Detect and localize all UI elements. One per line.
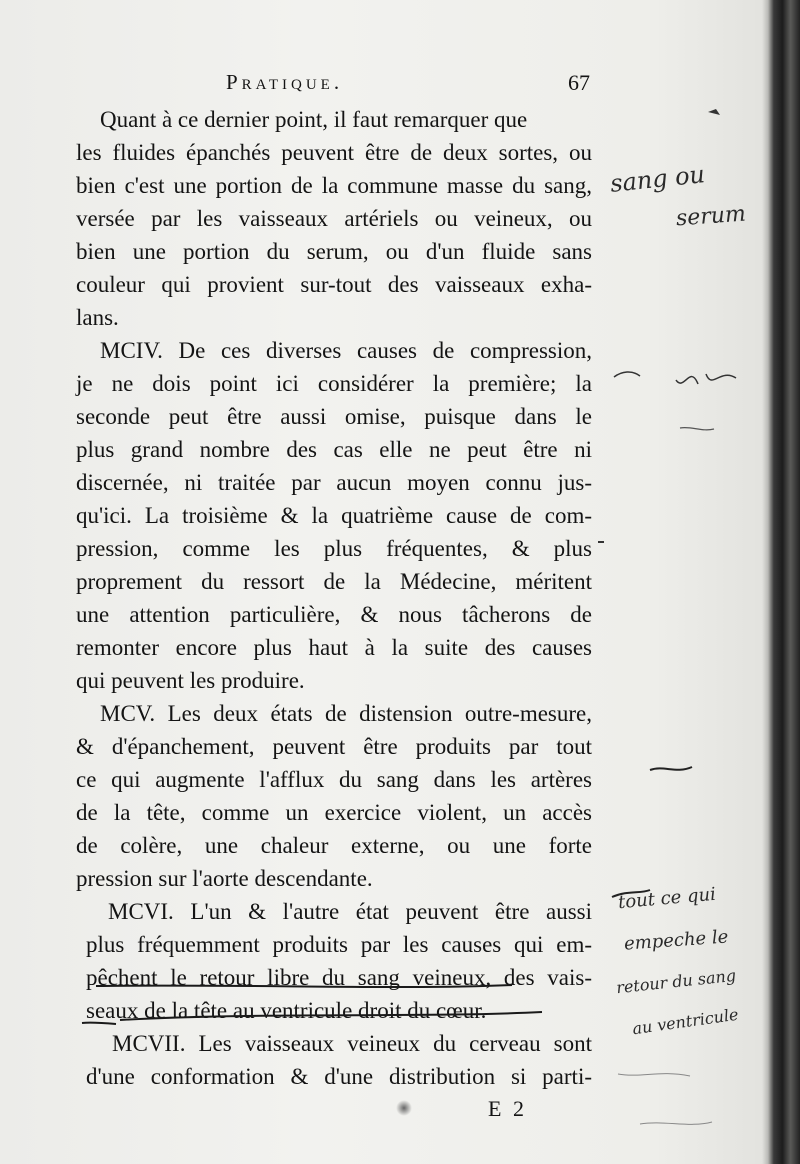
text-line-10: seconde peut être aussi omise, puisque dans le [76,404,592,429]
text-line-18: qui peuvent les produire. [76,668,305,693]
text-line-1: Quant à ce dernier point, il faut remarquer que [100,107,528,132]
margin-note-line-2: empeche le [623,926,729,955]
text-line-22: de la tête, comme un exercice violent, un accès [76,800,592,825]
page-header [226,70,590,106]
catchword: E 2 [488,1096,527,1121]
text-line-20: & d'épanchement, peuvent être produits par tout [76,734,592,759]
text-line-7: lans. [76,305,119,330]
text-line-28: seaux de la tête au ventricule droit du cœur. [86,998,487,1023]
text-line-6: couleur qui provient sur-tout des vaisseaux exha- [76,272,592,297]
margin-note-serum: serum [675,201,747,232]
margin-squiggle-2 [676,374,736,384]
text-line-27: pêchent le retour libre du sang veineux, des vais- [86,965,592,990]
text-line-29: MCVII. Les vaisseaux veineux du cerveau sont [112,1031,592,1056]
ink-dot-top [708,109,720,115]
text-line-21: ce qui augmente l'afflux du sang dans les artères [76,767,592,792]
text-line-16: une attention particulière, & nous tâcherons de [76,602,592,627]
margin-note-line-4: au ventricule [631,1004,740,1039]
margin-faint-1 [618,1074,690,1076]
text-line-30: d'une conformation & d'une distribution si parti- [86,1064,592,1089]
margin-mark-mcv [650,767,692,770]
text-line-19: MCV. Les deux états de distension outre-mesure, [100,701,592,726]
text-line-11: plus grand nombre des cas elle ne peut être ni [76,437,592,462]
text-line-13: qu'ici. La troisième & la quatrième cause de com- [76,503,592,528]
text-line-25: MCVI. L'un & l'autre état peuvent être aussi [108,899,592,924]
margin-squiggle-3 [680,428,714,430]
margin-note-sang: sang ou [608,160,707,198]
text-line-24: pression sur l'aorte descendante. [76,866,373,891]
text-line-12: discernée, ni traitée par aucun moyen connu jus- [76,470,592,495]
text-line-15: proprement du ressort de la Médecine, méritent [76,569,592,594]
margin-note-line-1: tout ce qui [617,883,717,914]
margin-note-line-3: retour du sang [615,965,737,998]
ink-smudge [396,1100,412,1116]
text-line-17: remonter encore plus haut à la suite des causes [76,635,592,660]
text-line-8: MCIV. De ces diverses causes de compression, [100,338,592,363]
text-line-26: plus fréquemment produits par les causes qui em- [86,932,592,957]
margin-squiggle-1 [614,372,640,377]
book-spine [768,0,800,1164]
text-line-5: bien une portion du serum, ou d'un fluide sans [76,239,592,264]
margin-faint-2 [640,1122,712,1124]
text-line-23: de colère, une chaleur externe, ou une forte [76,833,592,858]
page-number: 67 [568,70,590,95]
text-line-2: les fluides épanchés peuvent être de deux sortes, ou [76,140,592,165]
text-line-9: je ne dois point ici considérer la première; la [76,371,592,396]
text-line-3: bien c'est une portion de la commune masse du sang, [76,173,592,198]
running-head: Pratique. [226,70,344,94]
text-line-4: versée par les vaisseaux artériels ou veineux, ou [76,206,592,231]
text-line-14: pression, comme les plus fréquentes, & plus [76,536,592,561]
